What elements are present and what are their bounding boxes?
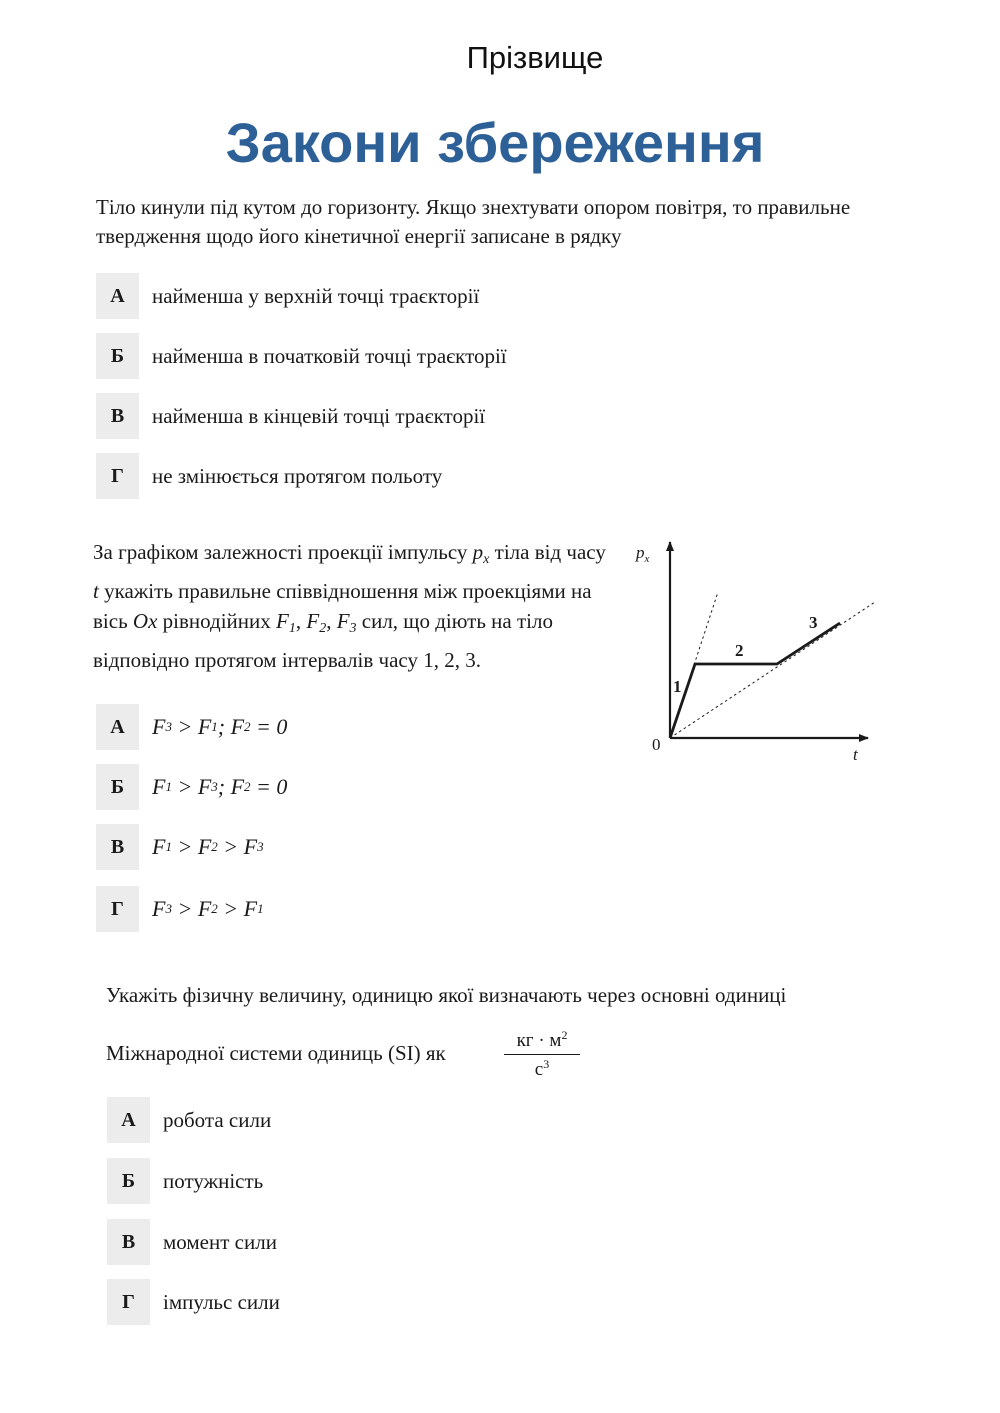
segment-label-2: 2 <box>735 641 744 660</box>
x-axis-label: t <box>853 745 858 764</box>
question-3-line-2: Міжнародної системи одиниць (SI) як <box>106 1041 446 1065</box>
question-3-line-1: Укажіть фізичну величину, одиницю якої визначають через основні одиниці <box>106 983 787 1007</box>
option-text: найменша в кінцевій точці траєкторії <box>152 403 486 428</box>
option-letter: А <box>96 273 139 319</box>
option-formula: F 1 > F 3 ; F 2 = 0 <box>152 774 288 799</box>
option-letter: Г <box>96 886 139 932</box>
unit-denominator: $с^3$ <box>534 1057 550 1080</box>
option-letter: В <box>96 393 139 439</box>
surname-label: Прізвище <box>466 40 604 75</box>
option-text: момент сили <box>163 1229 277 1254</box>
question-1-text: Тіло кинули під кутом до горизонту. Якщо знехтувати опором повітря, то правильне твердження щодо його кінетичної енергії записане в рядку <box>96 195 851 248</box>
origin-label: 0 <box>652 735 661 754</box>
option-text: найменша в початковій точці траєкторії <box>152 343 507 368</box>
momentum-curve <box>670 623 840 738</box>
option-letter: Г <box>107 1279 150 1325</box>
momentum-time-graph <box>620 530 900 780</box>
option-text: не змінюється протягом польоту <box>152 463 443 488</box>
option-text: найменша у верхній точці траєкторії <box>152 283 480 308</box>
option-letter: Б <box>107 1158 150 1204</box>
dotted-guide-shallow <box>670 602 875 738</box>
option-letter: В <box>96 824 139 870</box>
option-letter: Б <box>96 333 139 379</box>
option-letter: В <box>107 1219 150 1265</box>
option-text: імпульс сили <box>163 1289 280 1314</box>
option-letter: А <box>96 704 139 750</box>
option-letter: Г <box>96 453 139 499</box>
worksheet-title: Закони збереження <box>225 111 765 174</box>
question-2-text: За графіком залежності проекції імпульсу $p_x$ тіла від часу t укажіть правильне співвідношення між проекціями на вісь Ox рівнодійних $F_1$, $F_2$, $F_3$ сил, що діють на тіло відповідно протягом інтервалів часу 1, 2, 3. <box>93 540 606 672</box>
y-axis-label: $p_x$ <box>636 543 650 565</box>
option-formula: F 1 > F 2 > F 3 <box>152 834 264 859</box>
option-formula: F 3 > F 2 > F 1 <box>152 896 264 921</box>
option-formula: F 3 > F 1 ; F 2 = 0 <box>152 714 288 739</box>
option-letter: А <box>107 1097 150 1143</box>
option-text: потужність <box>163 1168 264 1193</box>
option-letter: Б <box>96 764 139 810</box>
option-text: робота сили <box>163 1107 272 1132</box>
segment-label-3: 3 <box>809 613 818 632</box>
unit-fraction <box>504 1028 580 1081</box>
segment-label-1: 1 <box>673 677 682 696</box>
unit-numerator: кг · $м^2$ <box>504 1028 580 1055</box>
